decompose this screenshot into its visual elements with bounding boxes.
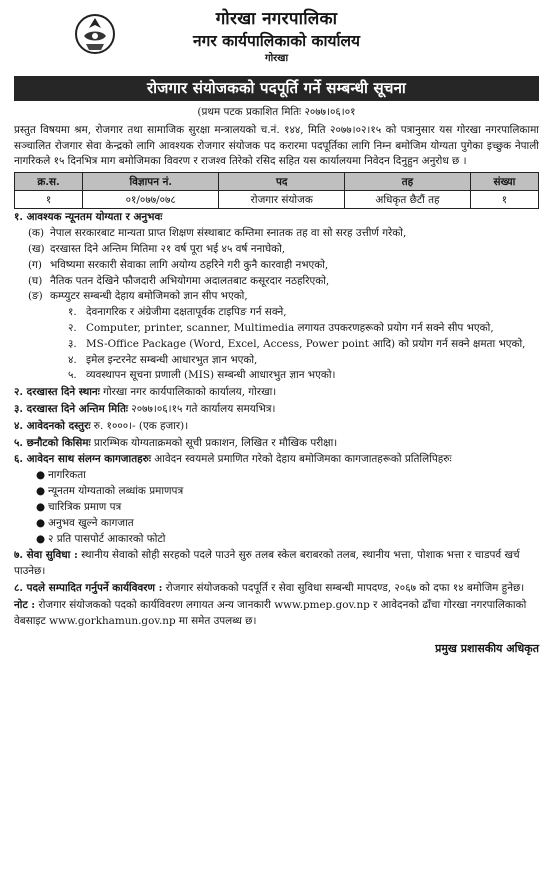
list-item bbox=[68, 353, 539, 369]
item-key: (ख) bbox=[28, 242, 45, 255]
bullet-icon: ● bbox=[36, 500, 46, 513]
table-header-row bbox=[15, 173, 539, 191]
office-name: नगर कार्यपालिकाको कार्यालय bbox=[193, 31, 360, 50]
section-8 bbox=[14, 581, 539, 597]
item-key: (ग) bbox=[28, 258, 42, 271]
section-2-text: गोरखा नगर कार्यपालिकाको कार्यालय, गोरखा। bbox=[99, 386, 277, 399]
item-key: ४. bbox=[68, 353, 77, 366]
item-text: MS-Office Package (Word, Excel, Access, Power point आदि) को प्रयोग गर्न सक्ने क्षमता भएको, bbox=[86, 337, 526, 350]
item-text: इमेल इन्टरनेट सम्बन्धी आधारभुत ज्ञान भएको, bbox=[86, 353, 258, 366]
col-advert-no: विज्ञापन नं. bbox=[83, 173, 219, 191]
item-key: (ङ) bbox=[28, 290, 43, 303]
bullet-icon: ● bbox=[36, 516, 46, 529]
item-text: देवनागरिक र अंग्रेजीमा दक्षतापूर्वक टाइपिङ गर्न सक्ने, bbox=[86, 306, 287, 319]
section-8-label: ८. पदले सम्पादित गर्नुपर्ने कार्यविवरण : bbox=[14, 581, 163, 594]
section-2 bbox=[14, 385, 539, 401]
intro-paragraph: प्रस्तुत विषयमा श्रम, रोजगार तथा सामाजिक सुरक्षा मन्त्रालयको च.नं. १४४, मिति २०७७।०२।१५ को पत्रानुसार यस गोरखा नगरपालिकामा सञ्चालित रोजगार सेवा केन्द्रको लागि आवश्यक रोजगार संयोजक पद करारमा पदपूर्तिका लागि निम्न बमोजिम योग्यता पुगेका इच्छुक नेपाली नागरिकले १५ दिनभित्र माग बमोजिमका विवरण र राजश्व तिरेको रसिद सहित यस कार्यालयमा निवेदन दिनुहुन अनुरोध छ । bbox=[14, 123, 539, 168]
item-text: नैतिक पतन देखिने फौजदारी अभियोगमा अदालतबाट कसूरदार नठहरिएको, bbox=[50, 274, 330, 287]
section-5-text: प्रारम्भिक योग्यताक्रमको सूची प्रकाशन, लिखित र मौखिक परीक्षा। bbox=[90, 436, 338, 449]
list-item bbox=[36, 468, 539, 484]
list-item bbox=[68, 321, 539, 337]
section-3-text: २०७७।०६।१५ गते कार्यालय समयभित्र। bbox=[127, 403, 276, 415]
item-text: भविष्यमा सरकारी सेवाका लागि अयोग्य ठहरिने गरी कुनै कारवाही नभएको, bbox=[50, 258, 329, 271]
list-item bbox=[36, 484, 539, 500]
cell-level: अधिकृत छैटौं तह bbox=[345, 191, 471, 209]
municipality-name: गोरखा नगरपालिका bbox=[215, 9, 338, 29]
list-item bbox=[28, 258, 539, 274]
section-4 bbox=[14, 419, 539, 435]
list-item bbox=[28, 274, 539, 290]
section-8-text: रोजगार संयोजकको पदपूर्ति र सेवा सुविधा सम्बन्धी मापदण्ड, २०६७ को दफा १४ बमोजिम हुनेछ। bbox=[162, 581, 525, 594]
section-6-text: आवेदन स्वयमले प्रमाणित गरेको देहाय बमोजिमका कागजातहरूको प्रतिलिपिहरुः bbox=[150, 453, 452, 466]
item-key: (घ) bbox=[28, 274, 43, 287]
section-7 bbox=[14, 548, 539, 580]
cell-sn: १ bbox=[15, 191, 83, 209]
item-key: ५. bbox=[68, 369, 77, 382]
notice-title-banner: रोजगार संयोजकको पदपूर्ति गर्ने सम्बन्धी सूचना bbox=[14, 76, 539, 101]
section-3 bbox=[14, 402, 539, 418]
office-place: गोरखा bbox=[264, 53, 289, 64]
list-item bbox=[28, 289, 539, 305]
note bbox=[14, 598, 539, 630]
section-5-label: ५. छनौटको किसिमः bbox=[14, 436, 91, 449]
section-4-text: रु. १०००।- (एक हजार)। bbox=[90, 419, 189, 432]
note-text: रोजगार संयोजकको पदको कार्यविवरण लगायत अन्य जानकारी www.pmep.gov.np र आवेदनको ढाँचा गोरखा नगरपालिकाको वेबसाइट www.gorkhamun.gov.np मा समेत उपलब्ध छ। bbox=[14, 598, 527, 627]
item-key: (क) bbox=[28, 227, 45, 240]
item-text: चारित्रिक प्रमाण पत्र bbox=[48, 500, 122, 513]
vacancy-table bbox=[14, 172, 539, 209]
cell-post: रोजगार संयोजक bbox=[219, 191, 345, 209]
item-key: २. bbox=[68, 321, 77, 334]
section-6-label: ६. आवेदन साथ संलग्न कागजातहरुः bbox=[14, 453, 151, 466]
note-label: नोट : bbox=[14, 598, 36, 611]
item-text: न्यूनतम योग्यताको लब्धांक प्रमाणपत्र bbox=[48, 485, 184, 498]
list-item bbox=[36, 500, 539, 516]
item-text: कम्प्युटर सम्बन्धी देहाय बमोजिमको ज्ञान सीप भएको, bbox=[50, 290, 248, 303]
col-sn: क्र.स. bbox=[15, 173, 83, 191]
bullet-icon: ● bbox=[36, 469, 46, 482]
item-text: दरखास्त दिने अन्तिम मितिमा २१ वर्ष पूरा भई ४५ वर्ष ननाघेको, bbox=[50, 242, 286, 255]
signatory-title: प्रमुख प्रशासकीय अधिकृत bbox=[435, 642, 539, 656]
item-text: अनुभव खुल्ने कागजात bbox=[48, 516, 134, 529]
item-text: व्यवस्थापन सूचना प्रणाली (MIS) सम्बन्धी आधारभुत ज्ञान भएको। bbox=[86, 369, 336, 382]
item-key: १. bbox=[68, 306, 77, 319]
list-item bbox=[28, 226, 539, 242]
section-5 bbox=[14, 436, 539, 452]
letterhead bbox=[14, 0, 539, 64]
list-item bbox=[68, 368, 539, 384]
item-text: २ प्रति पासपोर्ट आकारको फोटो bbox=[48, 532, 166, 545]
col-level: तह bbox=[345, 173, 471, 191]
list-item bbox=[68, 305, 539, 321]
list-item bbox=[36, 532, 539, 548]
publication-date: (प्रथम पटक प्रकाशित मितिः २०७७।०६।०१ bbox=[197, 106, 356, 118]
cell-count: १ bbox=[470, 191, 538, 209]
section-2-label: २. दरखास्त दिने स्थानः bbox=[14, 386, 100, 399]
section-1-title: १. आवश्यक न्यूनतम योग्यता र अनुभवः bbox=[14, 211, 163, 224]
cell-advert-no: ०१/०७७/०७८ bbox=[83, 191, 219, 209]
section-7-label: ७. सेवा सुविधा : bbox=[14, 549, 78, 562]
col-count: संख्या bbox=[470, 173, 538, 191]
list-item bbox=[36, 516, 539, 532]
item-text: Computer, printer, scanner, Multimedia लगायत उपकरणहरूको प्रयोग गर्न सक्ने सीप भएको, bbox=[86, 321, 494, 334]
section-6 bbox=[14, 452, 539, 468]
item-text: नेपाल सरकारबाट मान्यता प्राप्त शिक्षण संस्थाबाट कम्तिमा स्नातक तह वा सो सरह उत्तीर्ण गरेको, bbox=[50, 227, 407, 240]
section-3-label: ३. दरखास्त दिने अन्तिम मितिः bbox=[14, 403, 128, 415]
list-item bbox=[68, 337, 539, 353]
item-key: ३. bbox=[68, 337, 77, 350]
bullet-icon: ● bbox=[36, 532, 46, 545]
table-row bbox=[15, 191, 539, 209]
item-text: नागरिकता bbox=[48, 469, 86, 482]
bullet-icon: ● bbox=[36, 485, 46, 498]
list-item bbox=[28, 242, 539, 258]
col-post: पद bbox=[219, 173, 345, 191]
section-7-text: स्थानीय सेवाको सोही सरहको पदले पाउने सुरु तलब स्केल बराबरको तलब, स्थानीय भत्ता, पोशाक भत्ता र चाडपर्व खर्च पाउनेछ। bbox=[14, 549, 520, 578]
section-4-label: ४. आवेदनको दस्तुरः bbox=[14, 419, 91, 432]
